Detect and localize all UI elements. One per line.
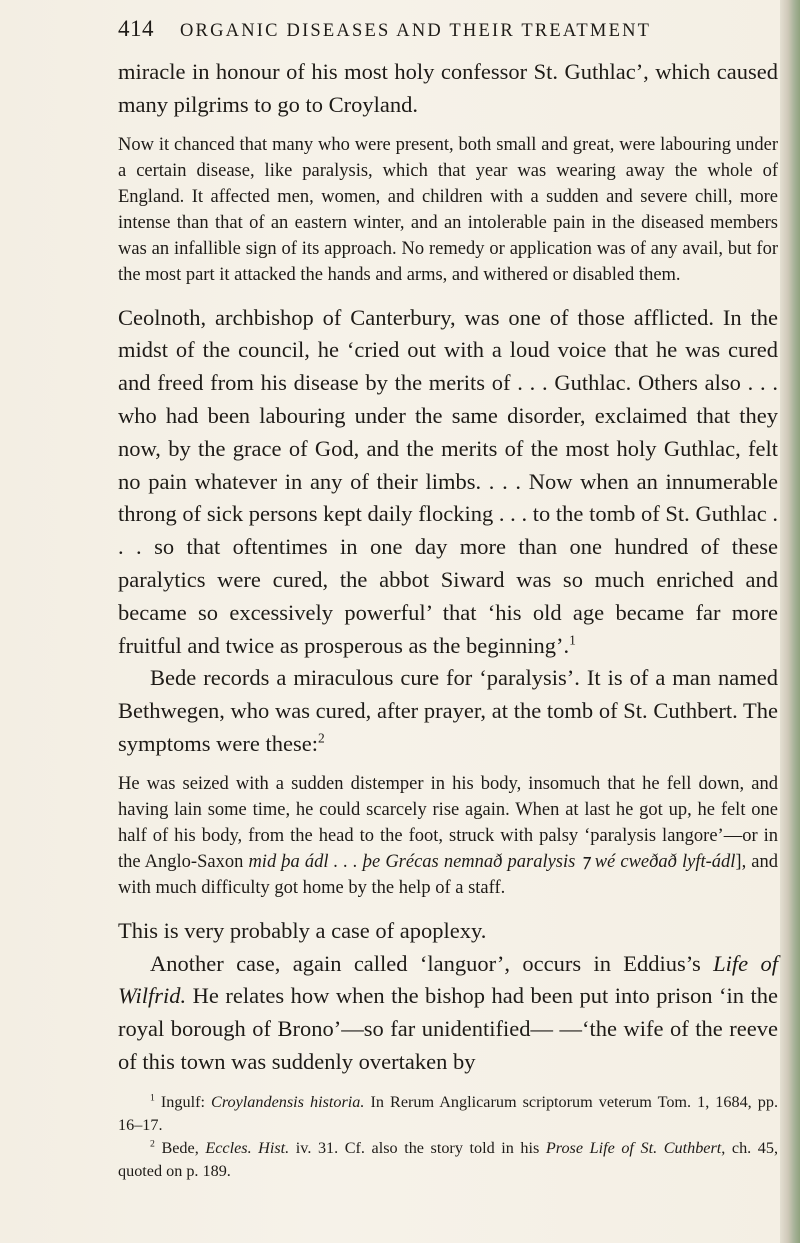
paragraph-bede — [118, 662, 778, 760]
block-quote-2-text-b: ], and with much difficulty got home by the help of a staff. — [118, 851, 778, 898]
footnote-2-title-2: Prose Life of St. Cuthbert — [545, 1138, 722, 1157]
footnote-2 — [118, 1137, 778, 1183]
footnote-1-mark: 1 — [150, 1092, 155, 1104]
block-quote-1: Now it chanced that many who were present, both small and great, were labouring under a certain disease, like paralysis, which that year was wearing away the whole of England. It affected men, women, and children with a sudden and severe chill, more intense than that of an eastern winter, and an intolerable pain in the diseased members was an infallible sign of its approach. No remedy or application was of any avail, but for the most part it attacked the hands and arms, and withered or disabled them. — [118, 134, 778, 285]
paragraph-ceolnoth — [118, 302, 778, 663]
paragraph-wilfrid-text-b: He relates how when the bishop had been put into prison ‘in the royal borough of Brono’—so far unidentified— —‘the wife of the reeve of this town was suddenly overtaken by — [118, 983, 778, 1074]
footnote-1 — [118, 1091, 778, 1137]
anglo-saxon-phrase: mid þa ádl . . . þe Grécas nemnað paralysis ⁊ wé cweðað lyft-ádl — [248, 851, 736, 872]
block-quote-2-text-a: He was seized with a sudden distemper in his body, insomuch that he fell down, and having lain some time, he could scarcely rise again. When at last he got up, he felt one half of his body, from the head to the foot, struck with palsy ‘paralysis langore’—or in the Anglo-Saxon — [118, 773, 778, 872]
footnote-1-title: Croylandensis historia. — [211, 1092, 365, 1111]
footnote-2-text-c: , ch. 45, quoted on p. 189. — [118, 1138, 779, 1180]
footnote-2-text-a: Bede, — [161, 1138, 206, 1157]
paragraph-apoplexy: This is very probably a case of apoplexy. — [118, 917, 487, 943]
footnote-2-mark: 2 — [150, 1138, 155, 1150]
paragraph-bede-text: Bede records a miraculous cure for ‘paralysis’. It is of a man named Bethwegen, who was cured, after prayer, at the tomb of St. Cuthbert. The symptoms were these: — [118, 665, 778, 756]
footnote-1-text-a: Ingulf: — [160, 1092, 212, 1111]
running-head: ORGANIC DISEASES AND THEIR TREATMENT — [180, 21, 652, 41]
footnote-1-text-b: In Rerum Anglicarum scriptorum veterum Tom. 1, 1684, pp. 16–17. — [118, 1092, 778, 1134]
footnote-ref-2: 2 — [317, 730, 325, 746]
paragraph-wilfrid — [118, 948, 778, 1079]
footnote-spacer — [118, 1079, 778, 1091]
footnote-2-title-1: Eccles. Hist. — [205, 1138, 290, 1157]
page-edge — [780, 0, 800, 1243]
page-header — [118, 16, 778, 52]
book-title-life-of-wilfrid: Life of Wilfrid. — [118, 950, 778, 1009]
block-quote-2 — [118, 771, 778, 901]
footnote-ref-1: 1 — [569, 632, 576, 648]
page-number: 414 — [118, 16, 154, 41]
paragraph-ceolnoth-text: Ceolnoth, archbishop of Canterbury, was one of those afflicted. In the midst of the council, he ‘cried out with a loud voice that he was cured and freed from his disease by the merits of . . . Guthlac. Others also . . . who had been labouring under the same disorder, exclaimed that they now, by the grace of God, and the merits of the most holy Guthlac, felt no pain whatever in any of their limbs. . . . Now when an innumerable throng of sick persons kept daily flocking . . . to the tomb of St. Guthlac . . . so that oftentimes in one day more than one hundred of these paralytics were cured, the abbot Siward was so much enriched and became so excessively powerful’ that ‘his old age became far more fruitful and twice as prosperous as the beginning’. — [118, 304, 778, 658]
footnote-2-text-b: iv. 31. Cf. also the story told in his — [289, 1138, 546, 1157]
paragraph-wilfrid-text-a: Another case, again called ‘languor’, occurs in Eddius’s — [150, 950, 714, 976]
paragraph-continued: miracle in honour of his most holy confessor St. Guthlac’, which caused many pilgrims to go to Croyland. — [118, 59, 778, 117]
page-body — [118, 56, 778, 1183]
